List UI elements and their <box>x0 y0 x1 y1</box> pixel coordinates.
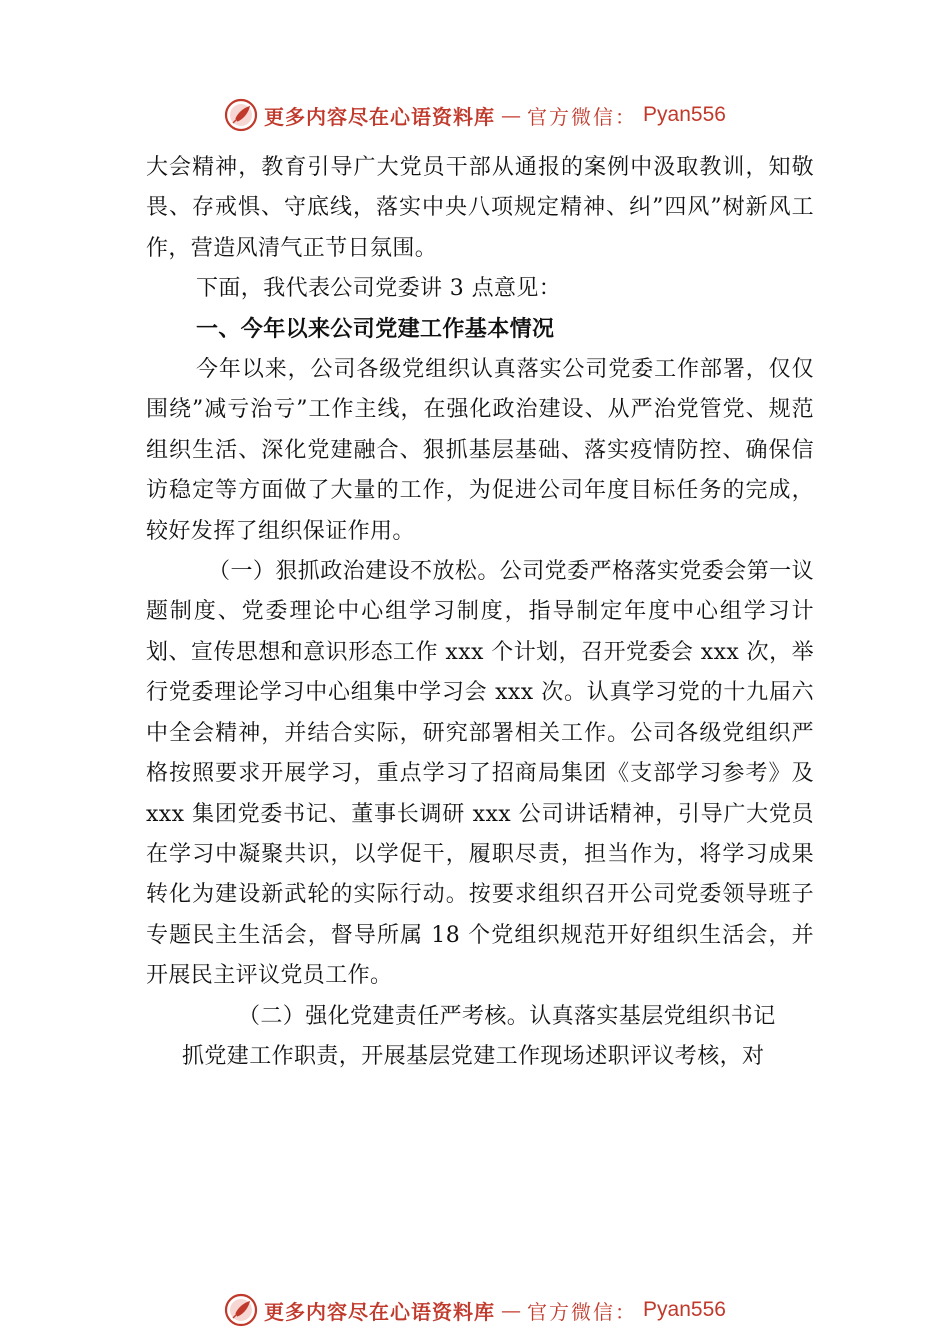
watermark-dash: — <box>501 1298 522 1322</box>
watermark-wechat-id: Pyan556 <box>643 103 726 126</box>
paragraph-section-2-line-2: 抓党建工作职责，开展基层党建工作现场述职评议考核，对 <box>182 1043 765 1069</box>
footer-watermark <box>0 1290 950 1330</box>
watermark-dash: — <box>501 103 522 127</box>
section-heading: 一、今年以来公司党建工作基本情况 <box>196 316 555 342</box>
paragraph-summary: 今年以来，公司各级党组织认真落实公司党委工作部署，仅仅围绕”减亏治亏”工作主线，在强化政治建设、从严治党管党、规范组织生活、深化党建融合、狠抓基层基础、落实疫情防控、确保信访稳定等方面做了大量的工作，为促进公司年度目标任务的完成，较好发挥了组织保证作用。 <box>146 357 814 544</box>
feather-pen-icon <box>224 98 258 132</box>
paragraph-opinions: 下面，我代表公司党委讲 3 点意见： <box>196 276 562 302</box>
feather-pen-icon <box>224 1293 258 1327</box>
paragraph-section-2-line-1: （二）强化党建责任严考核。认真落实基层党组织书记 <box>238 1003 776 1029</box>
watermark-brand: 更多内容尽在心语资料库 <box>264 104 496 129</box>
paragraph-intro: 大会精神，教育引导广大党员干部从通报的案例中汲取教训，知敬畏、存戒惧、守底线，落实中央八项规定精神、纠”四风”树新风工作，营造风清气正节日氛围。 <box>146 155 814 261</box>
watermark-label: 官方微信： <box>527 1299 638 1324</box>
watermark-label: 官方微信： <box>527 104 638 129</box>
watermark-brand: 更多内容尽在心语资料库 <box>264 1299 496 1324</box>
document-body <box>146 148 814 1077</box>
watermark-wechat-id: Pyan556 <box>643 1298 726 1321</box>
header-watermark <box>0 95 950 135</box>
paragraph-section-1: （一）狠抓政治建设不放松。公司党委严格落实党委会第一议题制度、党委理论中心组学习制度，指导制定年度中心组学习计划、宣传思想和意识形态工作 xxx 个计划，召开党委会 xxx 次，举行党委理论学习中心组集中学习会 xxx 次。认真学习党的十九届六中全会精神，并结合实际，研究部署相关工作。公司各级党组织严格按照要求开展学习，重点学习了招商局集团《支部学习参考》及 xxx 集团党委书记、董事长调研 xxx 公司讲话精神，引导广大党员在学习中凝聚共识，以学促干，履职尽责，担当作为，将学习成果转化为建设新武轮的实际行动。按要求组织召开公司党委领导班子专题民主生活会，督导所属 18 个党组织规范开好组织生活会，并开展民主评议党员工作。 <box>146 559 814 989</box>
